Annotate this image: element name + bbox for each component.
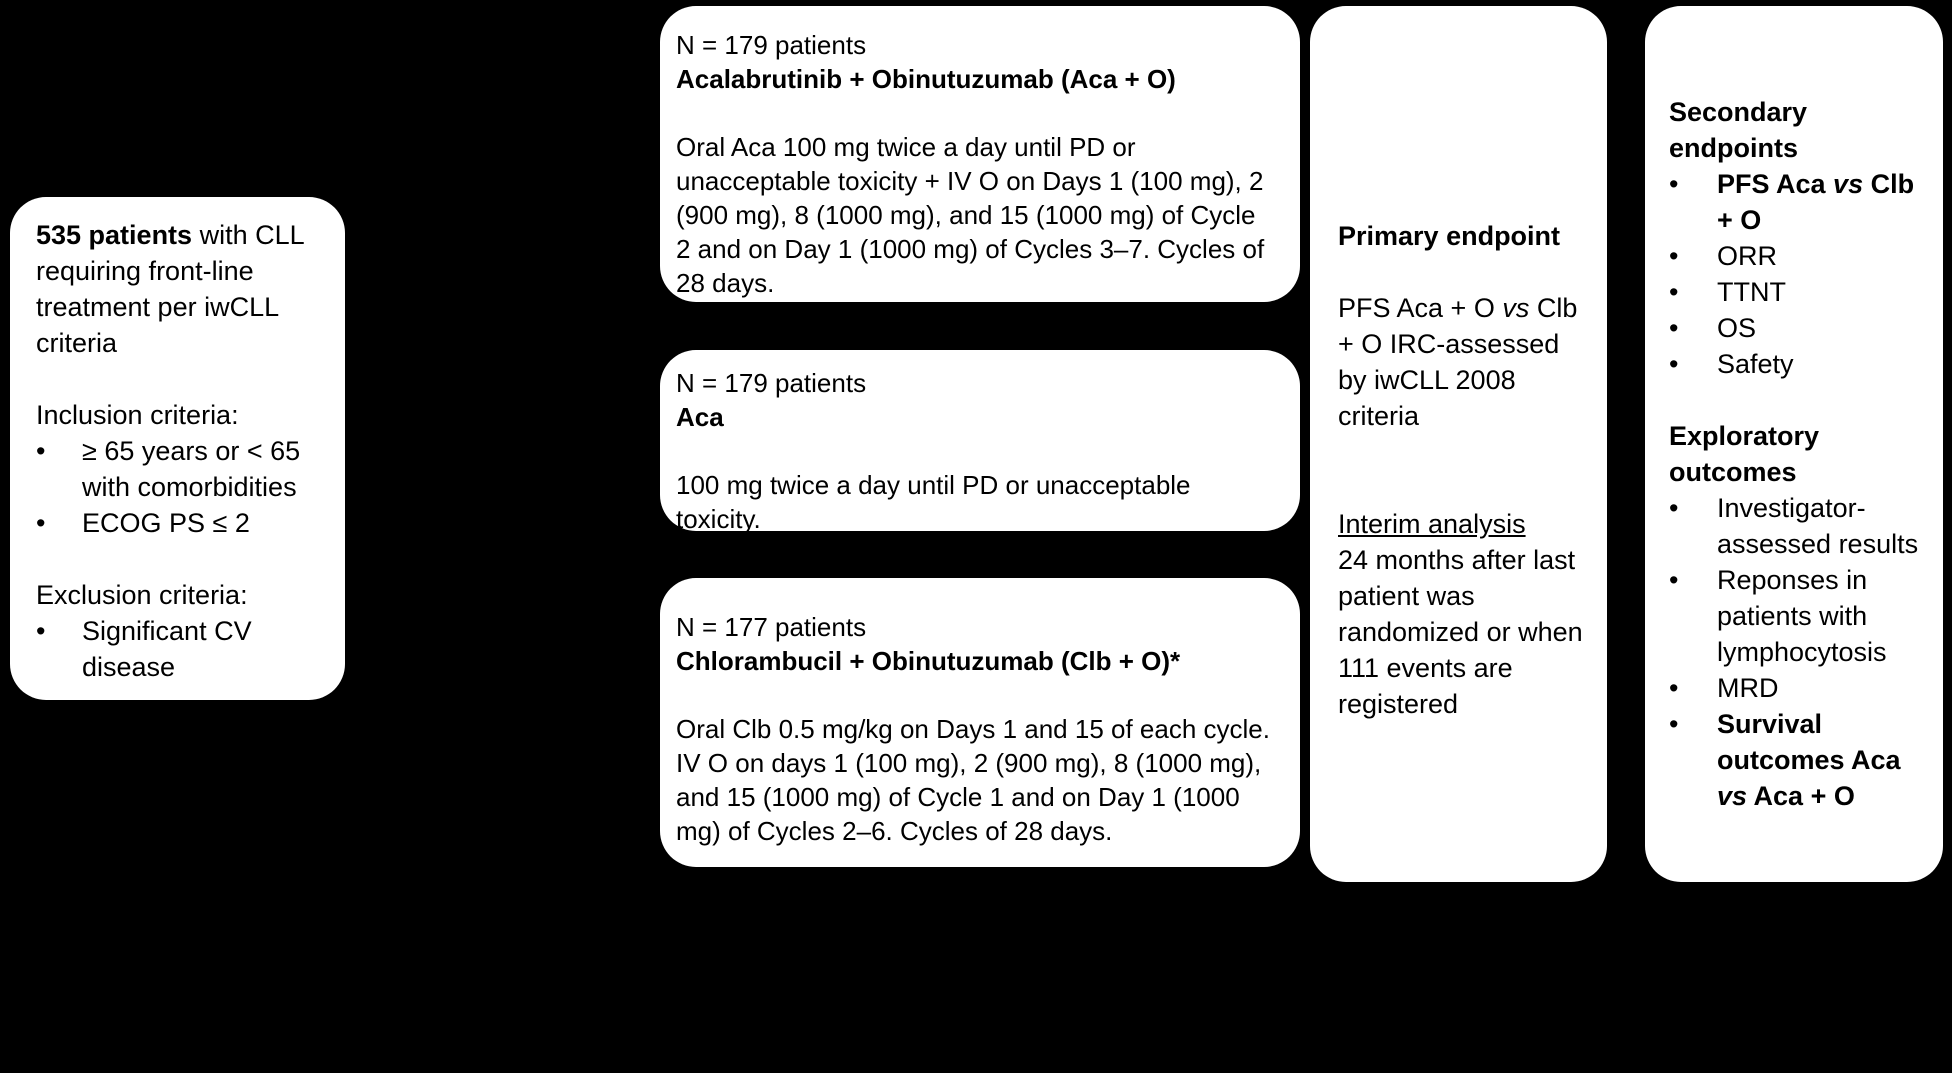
exploratory-outcome-text: Investigator-assessed results [1717,493,1919,559]
inclusion-item [36,505,329,541]
arm-title-text: Chlorambucil + Obinutuzumab (Clb + O)* [676,646,1181,676]
secondary-endpoint-item [1669,274,1927,310]
secondary-pfs-text [1717,169,1914,235]
pfs-post: Clb + O IRC-assessed by iwCLL 2008 criteria [1338,293,1578,431]
inclusion-item [36,433,329,505]
arm-title-text: Acalabrutinib + Obinutuzumab (Aca + O) [676,64,1176,94]
arm-description: 100 mg twice a day until PD or unacceptable toxicity. [676,470,1191,534]
exploratory-outcomes-heading [1669,418,1927,490]
secondary-endpoint-item [1669,238,1927,274]
exploratory-outcome-item [1669,490,1927,562]
arm-box-aca [660,350,1300,534]
survival-outcomes-item [1717,706,1927,814]
secondary-pfs-pre: PFS Aca [1717,169,1834,199]
arm-n: N = 177 patients [676,612,867,642]
exploratory-outcome-item [1669,562,1927,670]
secondary-pfs-item [1717,166,1927,238]
inclusion-heading: Inclusion criteria: [36,400,239,430]
arm-description: Oral Aca 100 mg twice a day until PD or unacceptable toxicity + IV O on Days 1 (100 mg), 2 (900 mg), 8 (1000 mg), and 15 (1000 mg) of Cycle 2 and on Day 1 (1000 mg) of Cycles 3–7. Cycles of 28 days. [676,132,1265,298]
arm-description: Oral Clb 0.5 mg/kg on Days 1 and 15 of each cycle. IV O on days 1 (100 mg), 2 (900 mg), 8 (1000 mg), and 15 (1000 mg) of Cycle 1 and on Day 1 (1000 mg) of Cycles 2–6. Cycles of 28 days. [676,714,1270,846]
bullet-icon: • [1669,241,1679,271]
bullet-icon: • [1669,565,1679,595]
vs-italic: vs [1833,169,1864,199]
bullet-icon: • [1669,493,1679,523]
vs-italic: vs [1717,781,1748,811]
arm-title [676,644,1276,678]
spacer [1338,434,1585,506]
inclusion-item-text: ≥ 65 years or < 65 with comorbidities [82,436,301,502]
population-box [10,197,345,700]
secondary-endpoint-item [1669,346,1927,382]
secondary-endpoint-text: OS [1717,313,1757,343]
exploratory-outcome-text: MRD [1717,673,1779,703]
arm-title [676,400,1276,434]
primary-endpoint-heading [1338,218,1585,254]
secondary-endpoint-item [1669,166,1927,238]
population-intro-rest: with CLL requiring front-line treatment per iwCLL criteria [36,220,304,358]
exploratory-outcomes-heading-text: Exploratory outcomes [1669,421,1820,487]
primary-endpoint-description [1338,290,1585,434]
spacer [676,96,1276,130]
bullet-icon: • [36,508,46,538]
primary-endpoint-box [1310,6,1607,882]
population-intro [36,217,329,361]
pfs-pre: PFS Aca + O [1338,293,1503,323]
bullet-icon: • [1669,169,1679,199]
survival-post: Aca + O [1747,781,1855,811]
arm-n: N = 179 patients [676,368,867,398]
secondary-endpoint-item [1669,310,1927,346]
arm-box-clb-o [660,578,1300,867]
endpoints-box [1645,6,1943,882]
secondary-endpoints-heading [1669,94,1927,166]
arm-box-aca-o [660,6,1300,302]
bullet-icon: • [1669,349,1679,379]
bullet-icon: • [1669,313,1679,343]
secondary-endpoints-heading-text: Secondary endpoints [1669,97,1808,163]
vs-italic: vs [1502,293,1530,323]
bullet-icon: • [1669,673,1679,703]
interim-analysis-heading-text: Interim analysis [1338,509,1526,539]
interim-analysis-text: 24 months after last patient was randomized or when 111 events are registered [1338,545,1583,719]
bullet-icon: • [36,436,46,466]
spacer [36,361,329,397]
arm-n: N = 179 patients [676,30,867,60]
secondary-pfs-post: Clb + O [1717,169,1915,235]
bullet-icon: • [36,616,46,646]
spacer [1338,254,1585,290]
arm-title [676,62,1276,96]
spacer [1669,382,1927,418]
bullet-icon: • [1669,277,1679,307]
interim-analysis-heading [1338,506,1585,542]
bullet-icon: • [1669,709,1679,739]
spacer [676,678,1276,712]
exploratory-outcome-text: Reponses in patients with lymphocytosis [1717,565,1887,667]
secondary-endpoint-text: TTNT [1717,277,1786,307]
exclusion-heading: Exclusion criteria: [36,580,248,610]
exploratory-outcome-item [1669,706,1927,814]
arm-title-text: Aca [676,402,724,432]
primary-endpoint-heading-text: Primary endpoint [1338,221,1561,251]
secondary-endpoint-text: ORR [1717,241,1777,271]
exclusion-item-text: Significant CV disease [82,616,252,682]
survival-pre: Survival outcomes Aca [1717,709,1901,775]
spacer [36,541,329,577]
population-count: 535 patients [36,220,193,250]
inclusion-item-text: ECOG PS ≤ 2 [82,508,250,538]
exploratory-outcome-item [1669,670,1927,706]
spacer [676,434,1276,468]
secondary-endpoint-text: Safety [1717,349,1794,379]
exclusion-item [36,613,329,685]
survival-outcomes-text [1717,709,1901,811]
